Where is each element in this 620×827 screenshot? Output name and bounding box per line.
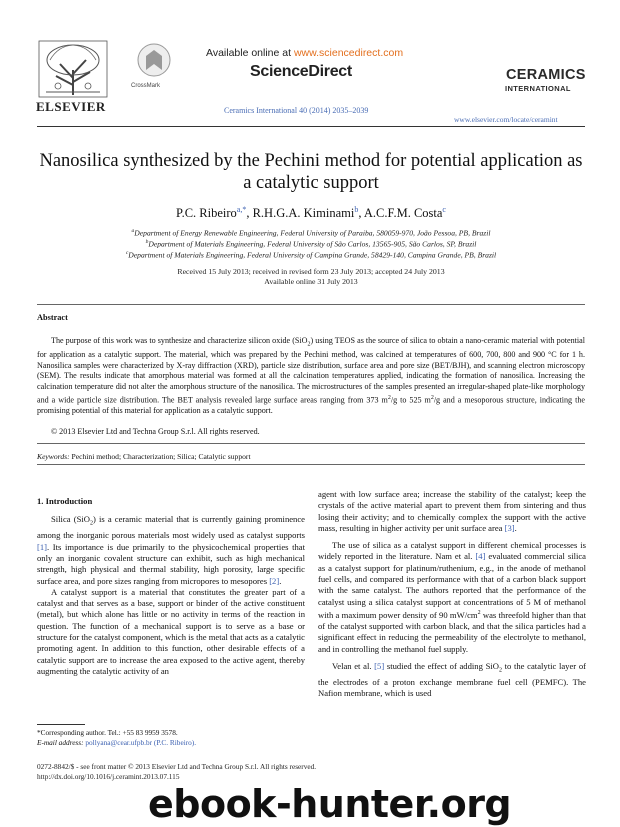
received-dates: Received 15 July 2013; received in revised form 23 July 2013; accepted 24 July 2013 xyxy=(177,267,445,276)
email-link[interactable]: pollyana@cear.ufpb.br (P.C. Ribeiro). xyxy=(85,738,197,747)
abstract-text-part: The purpose of this work was to synthesize and characterize silicon oxide (SiO xyxy=(51,336,308,345)
abstract-text-part: /g to 525 m xyxy=(390,395,431,405)
affiliation xyxy=(37,250,585,260)
abstract-heading: Abstract xyxy=(37,313,68,322)
affiliation-mark: b xyxy=(145,239,149,245)
journal-reference[interactable]: Ceramics International 40 (2014) 2035–2039 xyxy=(224,106,369,115)
journal-url-link[interactable]: www.elsevier.com/locate/ceramint xyxy=(454,115,558,124)
citation-link[interactable]: [4] xyxy=(475,551,486,562)
affiliation xyxy=(37,239,585,249)
affiliation-text: Department of Energy Renewable Engineering, Federal University of Paraiba, 580059-970, João Pessoa, PB, Brazil xyxy=(134,228,491,238)
email-label: E-mail address: xyxy=(37,738,86,747)
right-column xyxy=(318,489,586,700)
crossmark-label: CrossMark xyxy=(131,83,161,89)
available-prefix: Available online at xyxy=(206,47,294,59)
corresponding-author: *Corresponding author. Tel.: +55 83 9959 3578. xyxy=(37,728,178,737)
keywords xyxy=(37,452,251,461)
footnote xyxy=(37,728,196,748)
elsevier-tree-logo xyxy=(38,40,108,98)
paragraph-text: agent with low surface area; increase the stability of the catalyst; keep the crystals of the active material apart to prevent them from sintering and thus losing their activity; and to chemically complex the support with the active mass, resulting in higher activity per unit surface area xyxy=(318,489,586,533)
keywords-divider xyxy=(37,443,585,444)
paragraph-text: The use of silica as a catalyst support in different chemical processes is widely reported in the literature. Nam et al. xyxy=(318,540,586,562)
abstract-copyright: © 2013 Elsevier Ltd and Techna Group S.r.l. All rights reserved. xyxy=(51,427,260,436)
crossmark-icon[interactable] xyxy=(136,42,172,86)
keywords-bottom-divider xyxy=(37,464,585,465)
paragraph-text: was threefold higher than that of the catalyst supported with carbon black, and that the silica particles had a significant effect in reducing the permeability of the electrolyte to methanol, and in controlling the methanol fuel supply. xyxy=(318,609,587,654)
doi-link[interactable]: http://dx.doi.org/10.1016/j.ceramint.2013.07.115 xyxy=(37,772,180,781)
affiliation-mark: a xyxy=(131,228,135,234)
paragraph-text: evaluated commercial silica as a catalyst support for platinum/ruthenium, e.g., in the anode of methanol fuel cells, and compared its performance with that of a carbon black support with the same catalyst. The authors reported that the performance of the catalyst using a silica catalyst support at concentrations of 5 M of methanol with a maximum power density of 90 mW/cm xyxy=(318,551,586,620)
paragraph-text: Velan et al. xyxy=(332,661,375,672)
author-affiliation-mark[interactable]: a,* xyxy=(236,205,247,214)
abstract-text-part: /g and a mesoporous structure, indicating the promising potential of this material for application as a catalytic support. xyxy=(37,395,585,415)
paragraph-text: studied the effect of adding SiO xyxy=(384,661,499,672)
front-matter xyxy=(37,762,316,782)
section-heading: 1. Introduction xyxy=(37,496,93,506)
author-affiliation-mark[interactable]: b xyxy=(354,205,359,214)
watermark: ebook-hunter.org xyxy=(148,782,512,826)
available-online xyxy=(206,47,403,59)
citation-link[interactable]: [2] xyxy=(269,575,280,586)
author-name: R.H.G.A. Kiminami xyxy=(252,206,355,221)
author-name: A.C.F.M. Costa xyxy=(363,206,443,221)
paragraph xyxy=(318,489,586,534)
citation-link[interactable]: [1] xyxy=(37,541,48,552)
publisher-name: ELSEVIER xyxy=(36,99,106,114)
paragraph-text: Silica (SiO xyxy=(51,514,90,525)
paragraph: A catalyst support is a material that constitutes the greater part of a catalyst and that serves as a base, support or binder of the active constituent (metal), but which alone has little or no activity in terms of the reaction in question. The function of a mechanical support is to serve as a base or structure for the catalyst component, which is the metal that acts as a catalytic promoting agent. In addition to this function, other desirable effects of a catalytic support are to increase the area exposed to the active agent, thereby augmenting the catalytic activity of an xyxy=(37,586,305,676)
article-title: Nanosilica synthesized by the Pechini method for potential application as a catalytic support xyxy=(39,151,583,193)
issn-line: 0272-8842/$ - see front matter © 2013 Elsevier Ltd and Techna Group S.r.l. All rights reserved. xyxy=(37,762,317,771)
author-name: P.C. Ribeiro xyxy=(176,206,237,221)
footnote-rule xyxy=(37,724,85,725)
paragraph-text: ) is a ceramic material that is currently gaining prominence among the inorganic porous materials most widely used as catalyst supports xyxy=(37,514,305,541)
author-separator: , xyxy=(358,206,364,221)
paragraph: Velan et al. [5] studied the effect of adding SiO$_2$ to the catalytic layer of the electrodes of a proton exchange membrane fuel cell (PEMFC). The Nafion membrane, which is used xyxy=(318,661,586,699)
keywords-label: Keywords: xyxy=(37,452,70,461)
left-column xyxy=(37,496,305,677)
citation-link[interactable]: [5] xyxy=(374,661,385,672)
paragraph-text: . xyxy=(279,575,282,586)
affiliation-text: Department of Materials Engineering, Federal University of Campina Grande, 58429-140, Campina Grande, PB, Brazil xyxy=(128,250,497,260)
paragraph: Silica (SiO$_2$) is a ceramic material that is currently gaining prominence among the inorganic porous materials most widely used as catalyst supports [1]. Its importance is due primarily to the physicochemical properties that only an inorganic covalent structure can exhibit, such as high mechanical strength, high physical and thermal stability, high porosity, large specific surface area, and pore sizes ranging from micropores to mesopores [2]. xyxy=(37,514,305,586)
citation-link[interactable]: [3] xyxy=(504,522,515,533)
journal-title: CERAMICS xyxy=(506,67,586,83)
online-date: Available online 31 July 2013 xyxy=(264,277,358,286)
paragraph-text: . xyxy=(514,522,517,533)
abstract-text: The purpose of this work was to synthesize and characterize silicon oxide (SiO$_2$) using TEOS as the source of silica to obtain a nano-ceramic material with potential for application as a catalytic support. The material, which was prepared by the Pechini method, was calcined at temperatures of 600, 700, 800 and 900 °C for 1 h. Nanosilica samples were characterized by X-ray diffraction (XRD), particle size distribution, surface area and pore size (BET/BJH), and scanning electron microscopy (SEM). The results indicate that amorphous material was formed at all the calcination temperatures applied, indicating the formation of nanosilica. Increasing the calcination temperature did not alter the amorphous structure of the nanosilica. The microstructures of the samples presented an irregular-shaped plate-like morphology and a wide particle size distribution. The BET analysis revealed large surface areas ranging from 373 $m^2/g$ to 525 $m^2/g$ and a mesoporous structure, indicating the promising potential of this material for application as a catalytic support. xyxy=(37,336,586,415)
paragraph-text: . Its importance is due primarily to the physicochemical properties that only an inorganic covalent structure can exhibit, such as high mechanical strength, high physical and thermal stability, high porosity, large specific surface area, and pore sizes ranging from micropores to mesopores xyxy=(37,541,305,586)
abstract-text-part: ) using TEOS as the source of silica to obtain a nano-ceramic material with potential for application as a catalytic support. The material, which was prepared by the Pechini method, was calcined at temperatures of 600, 700, 800 and 900 °C for 1 h. Nanosilica samples were characterized by X-ray diffraction (XRD), particle size distribution, surface area and pore size (BET/BJH), and scanning electron microscopy (SEM). The results indicate that amorphous material was formed at all the calcination temperatures applied, indicating the formation of nanosilica. Increasing the calcination temperature did not alter the amorphous structure of the nanosilica. The microstructures of the samples presented an irregular-shaped plate-like morphology and a wide particle size distribution. The BET analysis revealed large surface areas ranging from 373 m xyxy=(37,336,586,405)
author-affiliation-mark[interactable]: c xyxy=(442,205,446,214)
author-separator: , xyxy=(246,206,253,221)
affiliation xyxy=(37,228,585,238)
header-divider xyxy=(37,126,585,127)
paragraph: The use of silica as a catalyst support in different chemical processes is widely reported in the literature. Nam et al. [4] evaluated commercial silica as a catalyst support for platinum/ruthenium, e.g., in the anode of methanol fuel cells, and compared its performance with that of a carbon black support with the same catalyst. The authors reported that the performance of the catalyst using a silica catalyst support at concentrations of 5 M of methanol with a maximum power density of 90 $mW/cm^2$ was threefold higher than that of the catalyst supported with carbon black, and that the silica particles had a significant effect in reducing the permeability of the electrolyte to methanol, and in controlling the methanol fuel supply. xyxy=(318,540,587,654)
keywords-text: Pechini method; Characterization; Silica; Catalytic support xyxy=(69,452,251,461)
affiliation-mark: c xyxy=(125,250,129,256)
email-line xyxy=(37,738,196,748)
affiliation-text: Department of Materials Engineering, Federal University of São Carlos, 13565-905, São Carlos, SP, Brazil xyxy=(148,239,477,249)
abstract-top-divider xyxy=(37,304,585,305)
author-list xyxy=(37,205,585,221)
paragraph-text: to the catalytic layer of the electrodes of a proton exchange membrane fuel cell (PEMFC). The Nafion membrane, which is used xyxy=(318,661,586,699)
sciencedirect-brand: ScienceDirect xyxy=(250,63,352,80)
sciencedirect-link[interactable]: www.sciencedirect.com xyxy=(293,47,404,59)
journal-subtitle: INTERNATIONAL xyxy=(505,84,571,93)
